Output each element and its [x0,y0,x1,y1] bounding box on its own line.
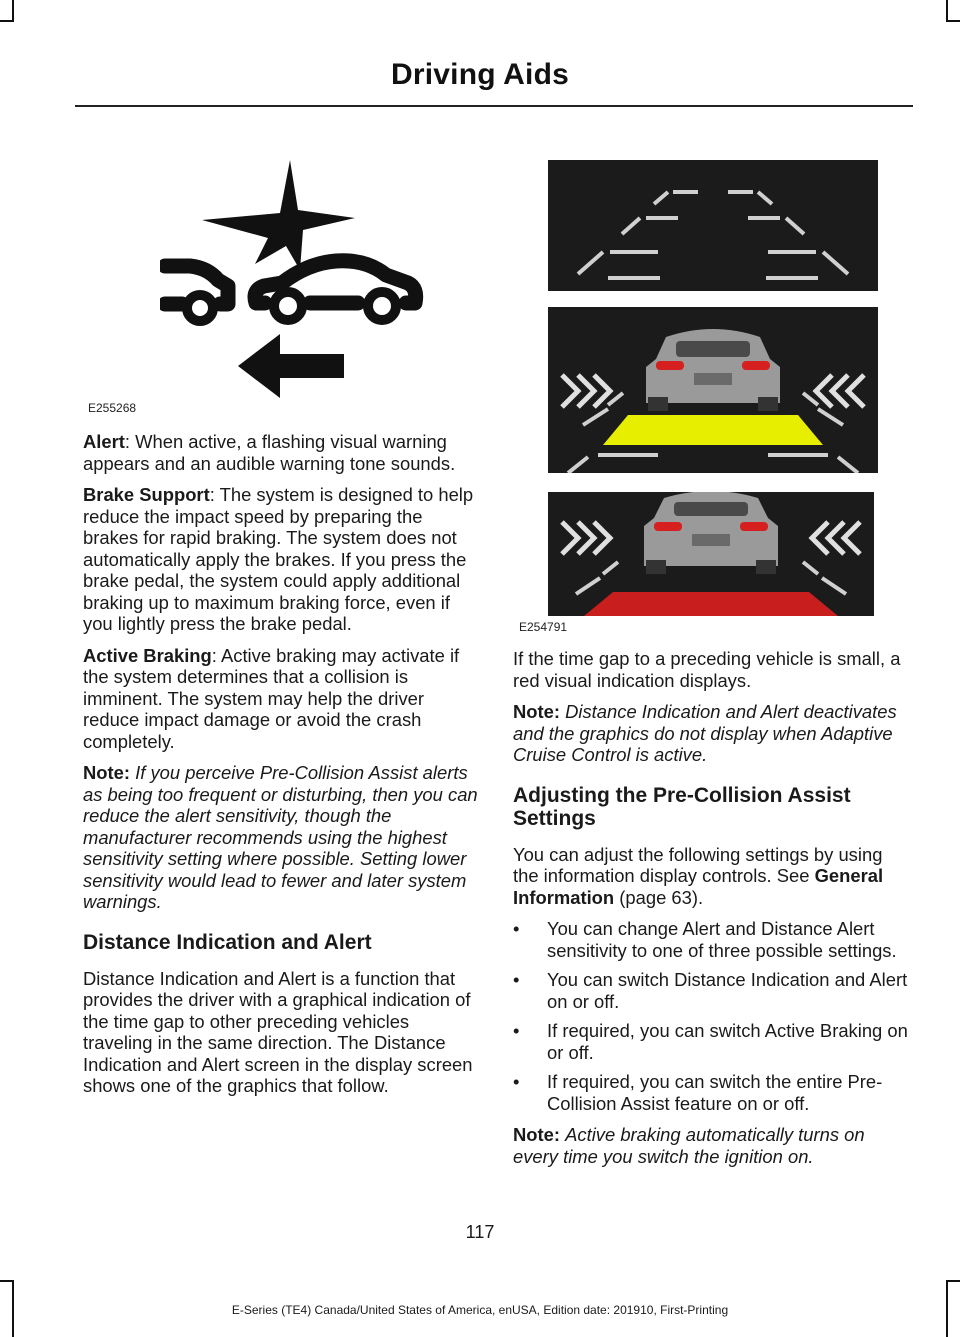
lead-vehicle-icon [646,329,780,411]
general-information-link[interactable]: General Information [513,865,884,908]
page-number: 117 [465,1222,495,1242]
distance-panel-red [548,492,874,616]
crop-mark-top-right-v [946,0,948,22]
arrow-left-icon [238,334,344,398]
list-item: • You can change Alert and Distance Alert sensitivity to one of three possible settings. [513,918,897,961]
red-indication-paragraph: If the time gap to a preceding vehicle is small, a red visual indication displays. [513,648,901,691]
distance-paragraph: Distance Indication and Alert is a function that provides the driver with a graphical indication of the time gap to other preceding vehicles traveling in the same direction. The Distance Indication and Alert screen in the display screen shows one of the graphics that follow. [83,967,473,1096]
left-column [83,431,479,1107]
collision-star-icon [202,160,355,270]
header-rule [75,105,913,107]
distance-panel-empty-road [548,160,878,291]
figure-id-left: E255268 [88,401,137,415]
distance-panel-yellow [548,307,878,473]
active-braking-term: Active Braking [83,644,212,666]
crop-mark-bottom-left-h [0,1280,14,1282]
footer-edition: E-Series (TE4) Canada/United States of America, enUSA, Edition date: 201910, First-Printing [231,1303,729,1317]
note-label: Note: [83,762,130,783]
note-label-1: Note: [513,701,560,722]
list-item: • You can switch Distance Indication and Alert on or off. [513,969,908,1012]
crop-mark-top-left-h [0,20,14,22]
list-item: • If required, you can switch the entire Pre-Collision Assist feature on or off. [513,1071,883,1114]
alert-term: Alert [83,431,125,452]
note-paragraph-2: Note: Active braking automatically turns on every time you switch the ignition on. [513,1124,865,1167]
pre-collision-warning-icon [160,158,430,398]
crop-mark-top-left-v [12,0,14,22]
page-title: Driving Aids [391,58,569,91]
note-label-2: Note: [513,1124,560,1145]
note-paragraph: Note: If you perceive Pre-Collision Assist alerts as being too frequent or disturbing, then you can reduce the alert sensitivity, though the manufacturer recommends using the highest sensitivity setting where possible. Setting lower sensitivity would lead to fewer and later system warnings. [83,762,478,912]
lead-vehicle-icon [644,492,778,574]
section-heading-distance: Distance Indication and Alert [83,930,372,954]
active-braking-paragraph: Active Braking: Active braking may activate if the system determines that a collision is imminent. The system may help the driver reduce impact damage or avoid the crash completely. [83,644,460,752]
note-paragraph-1: Note: Distance Indication and Alert deactivates and the graphics do not display when Adaptive Cruise Control is active. [513,701,897,765]
section-heading-adjusting: Adjusting the Pre-Collision Assist Settings [513,783,851,830]
adjusting-paragraph: You can adjust the following settings by using the information display controls. See General Information (page 63). [513,843,884,908]
crop-mark-top-right-h [946,20,960,22]
figure-id-right: E254791 [519,620,568,634]
settings-list [513,918,909,1114]
crop-mark-bottom-right-h [946,1280,960,1282]
alert-paragraph: Alert: When active, a flashing visual warning appears and an audible warning tone sounds. [83,431,456,474]
list-item: • If required, you can switch Active Braking on or off. [513,1020,908,1063]
right-column [513,648,909,1177]
brake-support-term: Brake Support [83,484,210,505]
brake-support-paragraph: Brake Support: The system is designed to help reduce the impact speed by preparing the brakes for rapid braking. The system does not automatically apply the brakes. If you press the brake pedal, the system could apply additional braking up to maximum braking force, even if you lightly press the brake pedal. [83,484,474,634]
